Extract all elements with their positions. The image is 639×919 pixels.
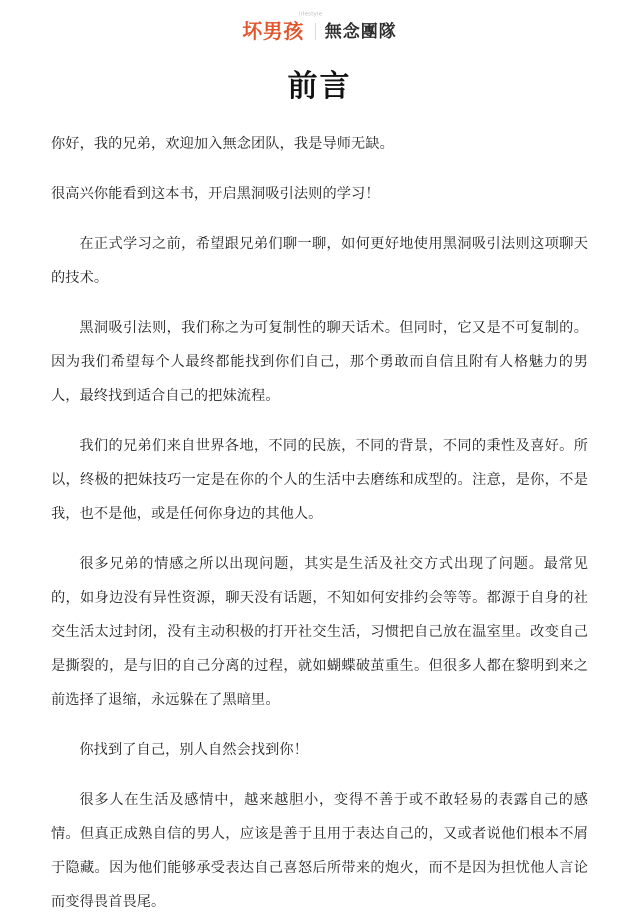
brand-superscript-wrap — [298, 11, 323, 41]
body-paragraph: 很多人在生活及感情中，越来越胆小，变得不善于或不敢轻易的表露自己的感情。但真正成熟自信的男人，应该是善于且用于表达自己的，又或者说他们根本不屑于隐藏。因为他们能够承受表达自己喜怒后所带来的炮火，而不是因为担忧他人言论而变得畏首畏尾。 — [51, 792, 588, 910]
body-paragraph: 很多兄弟的情感之所以出现问题，其实是生活及社交方式出现了问题。最常见的，如身边没有异性资源，聊天没有话题，不知如何安排约会等等。都源于自身的社交生活太过封闭，没有主动积极的打开社交生活，习惯把自己放在温室里。改变自己是撕裂的，是与旧的自己分离的过程，就如蝴蝶破茧重生。但很多人都在黎明到来之前选择了退缩，永远躲在了黑暗里。 — [51, 556, 588, 708]
page-title: 前言 — [287, 69, 352, 104]
body-paragraph: 我们的兄弟们来自世界各地，不同的民族，不同的背景，不同的秉性及喜好。所以，终极的把妹技巧一定是在你的个人的生活中去磨练和成型的。注意，是你，不是我，也不是他，或是任何你身边的其他人。 — [51, 438, 588, 522]
brand-superscript-lifestyle: lifestyle — [298, 11, 323, 18]
body-paragraph: 你找到了自己，别人自然会找到你！ — [79, 742, 308, 758]
body-paragraph: 很高兴你能看到这本书，开启黑洞吸引法则的学习！ — [51, 186, 380, 202]
body-paragraph: 在正式学习之前，希望跟兄弟们聊一聊，如何更好地使用黑洞吸引法则这项聊天的技术。 — [51, 236, 588, 286]
brand-header — [0, 0, 639, 41]
body-paragraph: 黑洞吸引法则，我们称之为可复制性的聊天话术。但同时，它又是不可复制的。因为我们希望每个人最终都能找到你们自己，那个勇敢而自信且附有人格魅力的男人，最终找到适合自己的把妹流程。 — [51, 320, 588, 404]
body-paragraph: 你好，我的兄弟，欢迎加入無念团队，我是导师无缺。 — [51, 136, 394, 152]
brand-team-name: 無念團隊 — [324, 22, 397, 42]
brand-divider — [315, 23, 316, 40]
brand-name-cn: 坏男孩 — [242, 19, 304, 43]
brand-logo — [242, 11, 397, 43]
document-body — [51, 105, 588, 919]
